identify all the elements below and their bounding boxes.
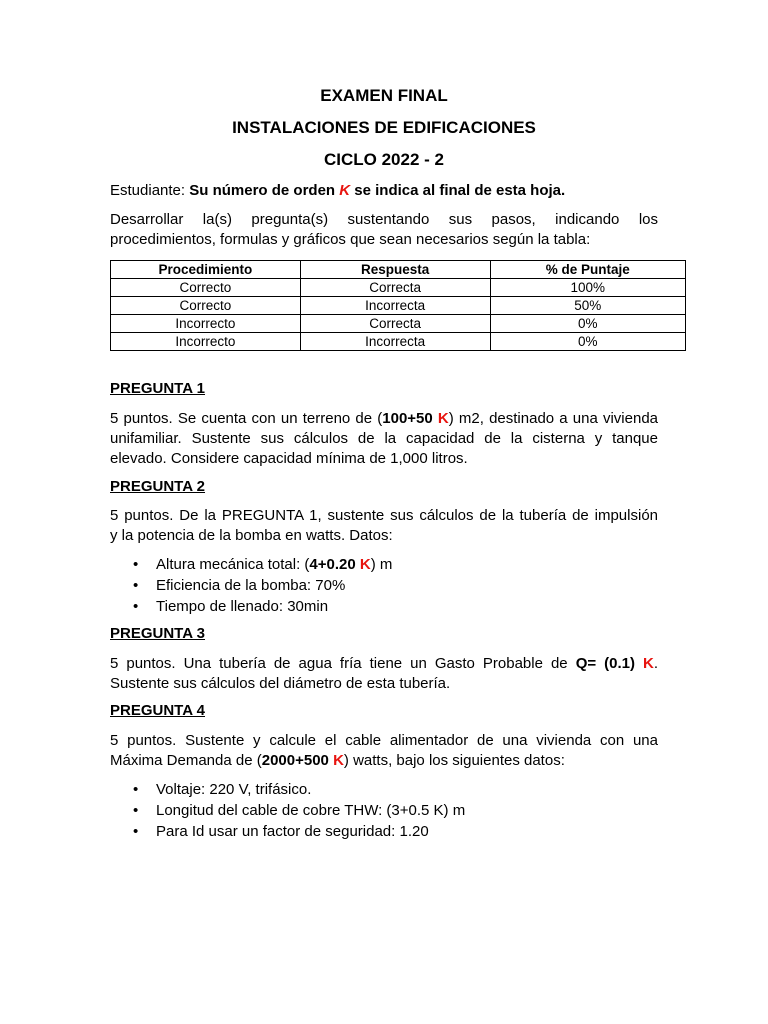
- table-cell: Correcto: [111, 279, 301, 297]
- table-row: [111, 297, 686, 315]
- formula-value: 2000+500: [261, 752, 329, 769]
- text-span: Longitud del cable de cobre THW: (3+0.5 K) m: [156, 802, 466, 819]
- header-procedimiento: Procedimiento: [111, 261, 301, 279]
- table-cell: 0%: [490, 333, 686, 351]
- table-cell: Correcta: [300, 315, 490, 333]
- intro-line-2: procedimientos, formulas y gráficos que sean necesarios según la tabla:: [110, 231, 591, 248]
- k-symbol: K: [333, 752, 344, 769]
- list-item: [110, 596, 392, 617]
- course-title: INSTALACIONES DE EDIFICACIONES: [232, 118, 536, 137]
- table-row: [111, 333, 686, 351]
- table-cell: 100%: [490, 279, 686, 297]
- k-symbol: K: [359, 556, 371, 573]
- question-3-line-2: Sustente sus cálculos del diámetro de esta tubería.: [110, 675, 451, 692]
- table-cell: 50%: [490, 297, 686, 315]
- table-header-row: [111, 261, 686, 279]
- question-1-line-2: unifamiliar. Sustente sus cálculos de la capacidad de la cisterna y tanque: [110, 430, 658, 447]
- exam-title: EXAMEN FINAL: [320, 86, 448, 105]
- question-3-heading: PREGUNTA 3: [110, 625, 206, 642]
- table-cell: Correcto: [111, 297, 301, 315]
- student-label: Estudiante:: [110, 182, 186, 199]
- question-4-line-2: [110, 751, 658, 771]
- text-span: Tiempo de llenado: 30min: [156, 598, 329, 615]
- k-symbol: K: [437, 410, 449, 427]
- bullet-icon: •: [133, 781, 139, 798]
- formula-value: 4+0.20: [309, 556, 356, 573]
- question-1-line-1: [110, 409, 658, 429]
- text-span: Altura mecánica total: (: [156, 556, 310, 573]
- bullet-icon: •: [133, 577, 139, 594]
- question-2-data-list: [110, 554, 392, 617]
- question-1-line-3: elevado. Considere capacidad mínima de 1,000 litros.: [110, 450, 468, 467]
- text-span: Voltaje: 220 V, trifásico.: [156, 781, 312, 798]
- question-2-line-1: 5 puntos. De la PREGUNTA 1, sustente sus cálculos de la tubería de impulsión: [110, 507, 658, 524]
- table-cell: Incorrecto: [111, 333, 301, 351]
- text-span: 5 puntos. Una tubería de agua fría tiene un Gasto Probable de: [110, 655, 568, 672]
- student-order-text-end: se indica al final de esta hoja.: [354, 182, 566, 199]
- grading-table: [110, 260, 686, 351]
- text-span: ) m2, destinado a una vivienda: [448, 410, 659, 427]
- text-span: Eficiencia de la bomba: 70%: [156, 577, 346, 594]
- k-symbol: K: [643, 655, 654, 672]
- question-1-heading: PREGUNTA 1: [110, 380, 206, 397]
- question-4-line-1: 5 puntos. Sustente y calcule el cable alimentador de una vivienda con una: [110, 732, 658, 749]
- text-span: 5 puntos. Se cuenta con un terreno de (: [110, 410, 383, 427]
- question-2-line-2: y la potencia de la bomba en watts. Datos:: [110, 527, 393, 544]
- table-row: [111, 279, 686, 297]
- list-item: [110, 554, 392, 575]
- bullet-icon: •: [133, 598, 139, 615]
- k-symbol: K: [339, 182, 351, 199]
- formula-value: Q= (0.1): [575, 655, 635, 672]
- header-respuesta: Respuesta: [300, 261, 490, 279]
- header-puntaje: % de Puntaje: [490, 261, 686, 279]
- bullet-icon: •: [133, 802, 139, 819]
- question-4-data-list: [110, 779, 465, 842]
- intro-line-1: Desarrollar la(s) pregunta(s) sustentando sus pasos, indicando los: [110, 211, 658, 228]
- question-2-heading: PREGUNTA 2: [110, 478, 206, 495]
- text-span: .: [653, 655, 659, 672]
- student-order-text: Su número de orden: [189, 182, 336, 199]
- text-span: Para Id usar un factor de seguridad: 1.20: [156, 823, 429, 840]
- list-item: [110, 800, 465, 821]
- formula-value: 100+50: [382, 410, 433, 427]
- text-span: Máxima Demanda de (: [110, 752, 262, 769]
- question-3-line-1: [110, 654, 658, 674]
- cycle-title: CICLO 2022 - 2: [324, 150, 444, 169]
- list-item: [110, 779, 465, 800]
- table-cell: Correcta: [300, 279, 490, 297]
- table-cell: Incorrecto: [111, 315, 301, 333]
- table-row: [111, 315, 686, 333]
- list-item: [110, 821, 465, 842]
- text-span: ) watts, bajo los siguientes datos:: [343, 752, 565, 769]
- student-line: [110, 181, 658, 201]
- list-item: [110, 575, 392, 596]
- table-cell: 0%: [490, 315, 686, 333]
- bullet-icon: •: [133, 823, 139, 840]
- table-cell: Incorrecta: [300, 333, 490, 351]
- table-cell: Incorrecta: [300, 297, 490, 315]
- text-span: ) m: [370, 556, 393, 573]
- question-4-heading: PREGUNTA 4: [110, 702, 206, 719]
- bullet-icon: •: [133, 556, 139, 573]
